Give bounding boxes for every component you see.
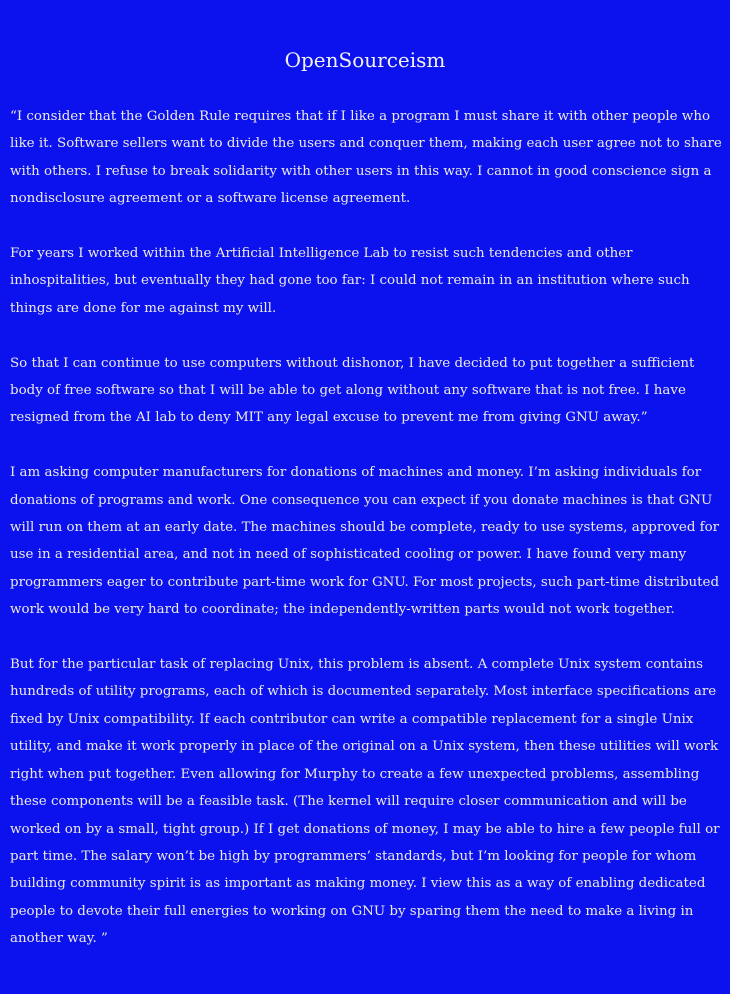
paragraph-5: But for the particular task of replacing Unix, this problem is absent. A complete Unix system contains hundreds of utility programs, each of which is documented separately. Most interface specifications are fixed by Unix compatibility. If each contributor can write a compatible replacement for a single Unix utility, and make it work properly in place of the original on a Unix system, then these utilities will work right when put together. Even allowing for Murphy to create a few unexpected problems, assembling these components will be a feasible task. (The kernel will require closer communication and will be worked on by a small, tight group.) If I get donations of money, I may be able to hire a few people full or part time. The salary won’t be high by programmers’ standards, but I’m looking for people for whom building community spirit is as important as making money. I view this as a way of enabling dedicated people to devote their full energies to working on GNU by sparing them the need to make a living in another way. ” bbox=[10, 657, 720, 947]
paragraph-4: I am asking computer manufacturers for donations of machines and money. I’m asking individuals for donations of programs and work. One consequence you can expect if you donate machines is that GNU will run on them at an early date. The machines should be complete, ready to use systems, approved for use in a residential area, and not in need of sophisticated cooling or power. I have found very many programmers eager to contribute part-time work for GNU. For most projects, such part-time distributed work would be very hard to coordinate; the independently-written parts would not work together. bbox=[10, 465, 720, 618]
paragraph-2: For years I worked within the Artificial Intelligence Lab to resist such tendencies and other inhospitalities, but eventually they had gone too far: I could not remain in an institution where such things are done for me against my will. bbox=[10, 246, 690, 316]
page-title: OpenSourceism bbox=[284, 48, 446, 72]
paragraph-1: “I consider that the Golden Rule requires that if I like a program I must share it with other people who like it. Software sellers want to divide the users and conquer them, making each user agree not to share with others. I refuse to break solidarity with other users in this way. I cannot in good conscience sign a nondisclosure agreement or a software license agreement. bbox=[10, 109, 722, 207]
paragraph-3: So that I can continue to use computers without dishonor, I have decided to put together a sufficient body of free software so that I will be able to get along without any software that is not free. I have resigned from the AI lab to deny MIT any legal excuse to prevent me from giving GNU away.” bbox=[10, 355, 695, 426]
article-body bbox=[10, 103, 722, 953]
